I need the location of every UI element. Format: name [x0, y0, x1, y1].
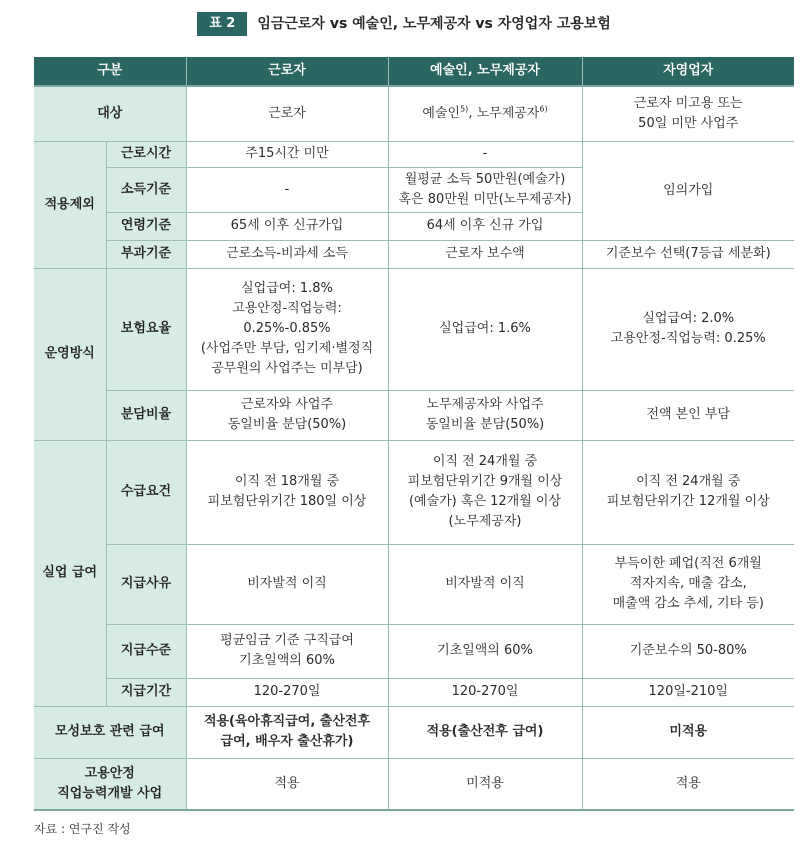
row-label-rate: 보험요율	[106, 268, 186, 390]
cell-hours-artist: -	[388, 141, 582, 167]
table-row	[34, 390, 794, 440]
cell-eligibility-worker: 이직 전 18개월 중 피보험단위기간 180일 이상	[186, 440, 388, 544]
cell-period-artist: 120-270일	[388, 678, 582, 706]
header-row	[34, 57, 794, 86]
cell-hours-worker: 주15시간 미만	[186, 141, 388, 167]
cell-share-worker: 근로자와 사업주 동일비율 분담(50%)	[186, 390, 388, 440]
table-row	[34, 440, 794, 544]
cell-exclusion-self: 임의가입	[582, 141, 794, 240]
row-label-income: 소득기준	[106, 167, 186, 212]
table-title-bar	[0, 12, 808, 36]
table-row	[34, 758, 794, 810]
table-row	[34, 544, 794, 624]
row-label-age: 연령기준	[106, 212, 186, 240]
cell-maternity-worker: 적용(육아휴직급여, 출산전후 급여, 배우자 출산휴가)	[186, 706, 388, 758]
cell-reason-artist: 비자발적 이직	[388, 544, 582, 624]
cell-target-artist: 예술인$^{5)}$, 노무제공자$^{6)}$	[388, 86, 582, 141]
cell-target-worker: 근로자	[186, 86, 388, 141]
cell-rate-self: 실업급여: 2.0% 고용안정-직업능력: 0.25%	[582, 268, 794, 390]
row-label-eligibility: 수급요건	[106, 440, 186, 544]
table-number-tag: 표 2	[197, 12, 247, 36]
cell-share-self: 전액 본인 부담	[582, 390, 794, 440]
row-label-hours: 근로시간	[106, 141, 186, 167]
table-row	[34, 141, 794, 167]
row-label-levy: 부과기준	[106, 240, 186, 268]
row-label-target: 대상	[34, 86, 186, 141]
header-artist: 예술인, 노무제공자	[388, 57, 582, 86]
header-worker: 근로자	[186, 57, 388, 86]
header-category: 구분	[34, 57, 186, 86]
row-label-level: 지급수준	[106, 624, 186, 678]
table-title: 임금근로자 vs 예술인, 노무제공자 vs 자영업자 고용보험	[257, 16, 611, 32]
cell-maternity-self: 미적용	[582, 706, 794, 758]
cell-employment-worker: 적용	[186, 758, 388, 810]
cell-period-worker: 120-270일	[186, 678, 388, 706]
insurance-comparison-table	[34, 57, 794, 811]
cell-income-artist: 월평균 소득 50만원(예술가) 혹은 80만원 미만(노무제공자)	[388, 167, 582, 212]
header-self-employed: 자영업자	[582, 57, 794, 86]
cell-employment-self: 적용	[582, 758, 794, 810]
cell-rate-artist: 실업급여: 1.6%	[388, 268, 582, 390]
row-group-benefit: 실업 급여	[34, 440, 106, 706]
cell-employment-artist: 미적용	[388, 758, 582, 810]
cell-eligibility-artist: 이직 전 24개월 중 피보험단위기간 9개월 이상 (예술가) 혹은 12개월 이상 (노무제공자)	[388, 440, 582, 544]
table-row	[34, 678, 794, 706]
cell-rate-worker: 실업급여: 1.8% 고용안정-직업능력: 0.25%-0.85% (사업주만 부담, 임기제·별정직 공무원의 사업주는 미부담)	[186, 268, 388, 390]
cell-maternity-artist: 적용(출산전후 급여)	[388, 706, 582, 758]
cell-age-artist: 64세 이후 신규 가입	[388, 212, 582, 240]
table-row	[34, 706, 794, 758]
row-group-operation: 운영방식	[34, 268, 106, 440]
row-label-maternity: 모성보호 관련 급여	[34, 706, 186, 758]
table-row	[34, 240, 794, 268]
table-row	[34, 268, 794, 390]
cell-levy-artist: 근로자 보수액	[388, 240, 582, 268]
cell-income-worker: -	[186, 167, 388, 212]
row-label-share: 분담비율	[106, 390, 186, 440]
cell-reason-worker: 비자발적 이직	[186, 544, 388, 624]
cell-level-worker: 평균임금 기준 구직급여 기초일액의 60%	[186, 624, 388, 678]
table-row	[34, 86, 794, 141]
row-label-employment: 고용안정 직업능력개발 사업	[34, 758, 186, 810]
cell-period-self: 120일-210일	[582, 678, 794, 706]
cell-target-self: 근로자 미고용 또는 50일 미만 사업주	[582, 86, 794, 141]
row-label-period: 지급기간	[106, 678, 186, 706]
row-group-exclusion: 적용제외	[34, 141, 106, 268]
table-row	[34, 624, 794, 678]
source-note: 자료 : 연구진 작성	[34, 822, 131, 836]
cell-level-self: 기준보수의 50-80%	[582, 624, 794, 678]
cell-age-worker: 65세 이후 신규가입	[186, 212, 388, 240]
cell-levy-worker: 근로소득-비과세 소득	[186, 240, 388, 268]
cell-levy-self: 기준보수 선택(7등급 세분화)	[582, 240, 794, 268]
cell-share-artist: 노무제공자와 사업주 동일비율 분담(50%)	[388, 390, 582, 440]
cell-reason-self: 부득이한 폐업(직전 6개월 적자지속, 매출 감소, 매출액 감소 추세, 기타 등)	[582, 544, 794, 624]
row-label-reason: 지급사유	[106, 544, 186, 624]
cell-eligibility-self: 이직 전 24개월 중 피보험단위기간 12개월 이상	[582, 440, 794, 544]
cell-level-artist: 기초일액의 60%	[388, 624, 582, 678]
